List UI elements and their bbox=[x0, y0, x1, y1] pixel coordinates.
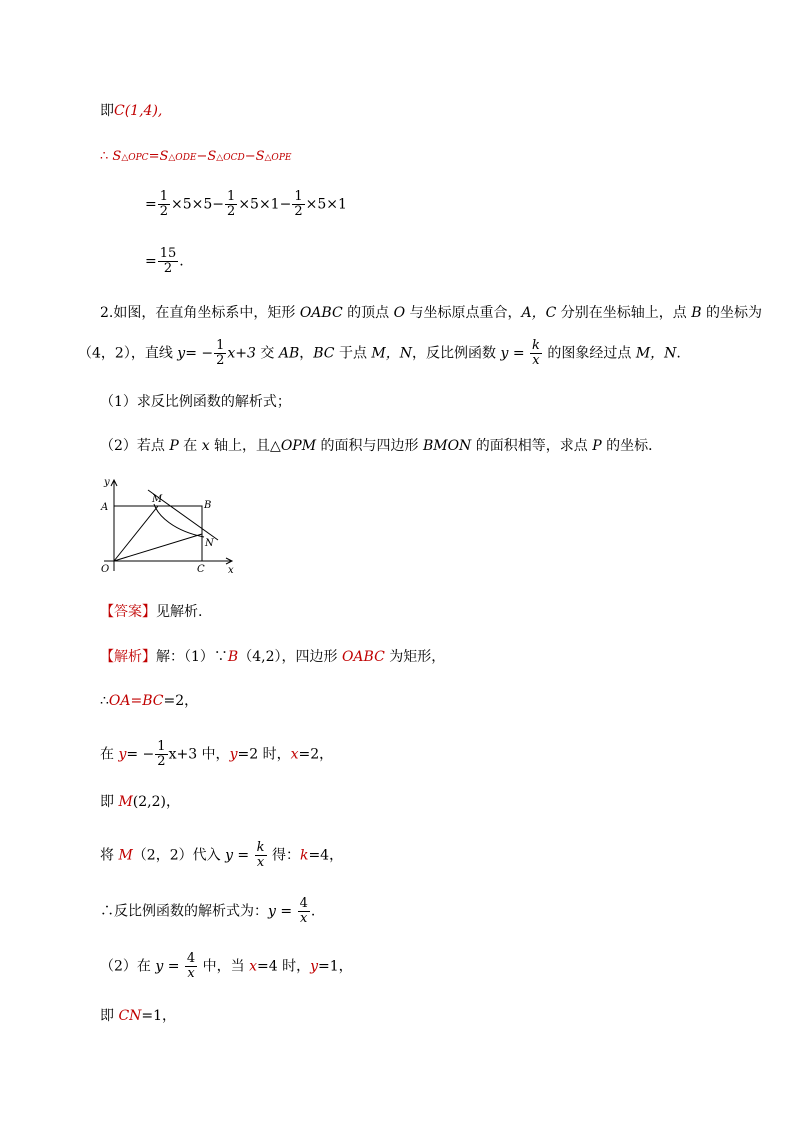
prev-line-1 bbox=[100, 101, 162, 121]
text: =2， bbox=[163, 693, 199, 709]
var: B bbox=[691, 305, 702, 321]
text: 即 bbox=[100, 794, 119, 810]
text: 为矩形， bbox=[384, 649, 446, 665]
question-2 bbox=[100, 436, 662, 456]
text: 分别在坐标轴上，点 bbox=[556, 305, 692, 321]
text: 的坐标． bbox=[601, 438, 663, 454]
var: B bbox=[227, 649, 239, 665]
eq: = − bbox=[185, 345, 214, 362]
area-symbol: S bbox=[159, 149, 169, 164]
text: （2，2）代入 bbox=[132, 847, 226, 864]
denominator: x bbox=[532, 353, 540, 368]
prev-line-3 bbox=[145, 190, 347, 219]
denominator: x bbox=[300, 911, 308, 926]
analysis-line-2 bbox=[100, 691, 198, 711]
expr: OA=BC bbox=[108, 693, 164, 709]
text: 于点 bbox=[334, 345, 372, 362]
text: （4，2），直线 bbox=[78, 345, 178, 362]
text: 的面积相等，求点 bbox=[471, 438, 593, 454]
var: BMON bbox=[422, 438, 472, 454]
term: ×5×5− bbox=[171, 196, 225, 213]
var: k bbox=[299, 847, 309, 864]
eq: = bbox=[145, 253, 157, 270]
prev-line-2 bbox=[100, 147, 291, 168]
var: y bbox=[118, 746, 127, 763]
label-a: A bbox=[101, 502, 109, 513]
text: =1， bbox=[318, 958, 353, 975]
point-c: C(1,4), bbox=[114, 103, 163, 119]
text: （2）若点 bbox=[100, 438, 170, 454]
var: M，N bbox=[635, 345, 677, 362]
problem2-line-1 bbox=[100, 303, 762, 323]
eq: = − bbox=[126, 746, 155, 763]
fraction-half bbox=[225, 190, 237, 219]
label-o: O bbox=[101, 564, 110, 575]
denominator: 2 bbox=[216, 353, 225, 368]
text: =4， bbox=[308, 847, 344, 864]
text: =1， bbox=[141, 1008, 177, 1024]
therefore: ∴ bbox=[100, 149, 109, 164]
term: ×5×1− bbox=[238, 196, 292, 213]
var: OABC bbox=[299, 305, 343, 321]
area-symbol: S bbox=[112, 149, 122, 164]
var: OPM bbox=[280, 438, 317, 454]
var: M bbox=[118, 847, 133, 864]
fraction bbox=[530, 339, 542, 368]
expr: x+3 中， bbox=[168, 746, 230, 763]
area-subscript: △OCD bbox=[216, 153, 245, 163]
text: ， bbox=[299, 345, 314, 362]
label-b: B bbox=[204, 500, 212, 511]
fraction bbox=[155, 740, 167, 769]
numerator: k bbox=[532, 338, 540, 353]
fraction-half bbox=[158, 190, 170, 219]
analysis-tag: 【解析】 bbox=[100, 649, 156, 665]
eq: = bbox=[145, 196, 157, 213]
analysis-line-5 bbox=[100, 841, 343, 870]
text: 即 bbox=[100, 103, 114, 119]
text: （4,2），四边形 bbox=[238, 649, 342, 665]
text: 的面积与四边形 bbox=[316, 438, 423, 454]
text: 即 bbox=[100, 1008, 119, 1024]
var: x bbox=[249, 958, 258, 975]
term: ×5×1 bbox=[305, 196, 347, 213]
text: 在 bbox=[100, 746, 119, 763]
minus: − bbox=[244, 149, 256, 164]
fraction bbox=[255, 841, 267, 870]
fraction bbox=[214, 339, 226, 368]
label-x: x bbox=[228, 565, 234, 576]
var: A，C bbox=[521, 305, 557, 321]
fraction bbox=[185, 952, 197, 981]
area-subscript: △OPC bbox=[121, 153, 149, 163]
eq: = bbox=[232, 847, 254, 864]
text: =4 时， bbox=[257, 958, 311, 975]
segment-om bbox=[114, 506, 158, 561]
answer-line bbox=[100, 602, 202, 622]
area-symbol: S bbox=[255, 149, 265, 164]
analysis-line-4 bbox=[100, 792, 180, 812]
text: 的图象经过点 bbox=[542, 345, 636, 362]
eq: = bbox=[163, 958, 184, 975]
label-m: M bbox=[152, 494, 163, 505]
var: y bbox=[155, 958, 164, 975]
var: y bbox=[500, 345, 509, 362]
denominator: x bbox=[256, 855, 265, 870]
analysis-line-6 bbox=[100, 897, 315, 926]
text: . bbox=[310, 903, 316, 920]
denominator: 2 bbox=[294, 204, 303, 219]
var: x bbox=[201, 438, 210, 454]
var: O bbox=[393, 305, 406, 321]
var: P bbox=[592, 438, 602, 454]
text: （2）在 bbox=[100, 958, 156, 975]
var: x bbox=[290, 746, 299, 763]
text: 解：（1）∵ bbox=[156, 649, 228, 665]
geometry-figure bbox=[92, 474, 242, 584]
text: 中，当 bbox=[198, 958, 250, 975]
text: (2,2)， bbox=[132, 794, 180, 810]
var: y bbox=[268, 903, 276, 920]
area-subscript: △OPE bbox=[264, 153, 292, 163]
text: 2.如图，在直角坐标系中，矩形 bbox=[100, 305, 300, 321]
area-symbol: S bbox=[207, 149, 217, 164]
var: P bbox=[169, 438, 179, 454]
prev-line-4 bbox=[145, 247, 184, 276]
text: 轴上，且△ bbox=[209, 438, 281, 454]
denominator: 2 bbox=[227, 204, 236, 219]
text: 交 bbox=[255, 345, 279, 362]
numerator: 1 bbox=[216, 338, 225, 353]
analysis-line-7 bbox=[100, 952, 353, 981]
area-subscript: △ODE bbox=[168, 153, 197, 163]
analysis-line-8 bbox=[100, 1006, 176, 1026]
text: 在 bbox=[178, 438, 202, 454]
text: . bbox=[676, 345, 681, 362]
problem2-line-2 bbox=[78, 339, 681, 368]
analysis-line-3 bbox=[100, 740, 333, 769]
analysis-line-1 bbox=[100, 647, 445, 667]
denominator: 2 bbox=[159, 204, 169, 219]
text: 的顶点 bbox=[342, 305, 394, 321]
denominator: 2 bbox=[163, 261, 173, 276]
hyperbola bbox=[154, 504, 204, 537]
label-n: N bbox=[205, 538, 214, 549]
text: 将 bbox=[100, 847, 119, 864]
numerator: 4 bbox=[299, 896, 308, 911]
text: 得： bbox=[267, 847, 300, 864]
var: y bbox=[229, 746, 238, 763]
var: CN bbox=[118, 1008, 142, 1024]
text: 与坐标原点重合， bbox=[405, 305, 522, 321]
var: M bbox=[118, 794, 133, 810]
var: y bbox=[225, 847, 233, 864]
var: AB bbox=[278, 345, 300, 362]
numerator: 1 bbox=[227, 189, 236, 204]
period: . bbox=[179, 253, 184, 270]
text: ∴反比例函数的解析式为： bbox=[100, 903, 268, 920]
var: M，N bbox=[371, 345, 413, 362]
label-y: y bbox=[104, 477, 110, 488]
segment-on bbox=[114, 534, 202, 561]
fraction bbox=[298, 897, 310, 926]
answer-text: 见解析. bbox=[156, 604, 203, 620]
text: =2， bbox=[298, 746, 334, 763]
text: =2 时， bbox=[237, 746, 291, 763]
text: ，反比例函数 bbox=[412, 345, 501, 362]
denominator: x bbox=[187, 966, 195, 981]
numerator: 1 bbox=[157, 739, 166, 754]
var: y bbox=[310, 958, 319, 975]
var: y bbox=[177, 345, 186, 362]
label-c: C bbox=[197, 564, 205, 575]
eq: = bbox=[275, 903, 297, 920]
numerator: 1 bbox=[294, 189, 303, 204]
denominator: 2 bbox=[157, 754, 166, 769]
numerator: 4 bbox=[186, 951, 196, 966]
therefore: ∴ bbox=[100, 693, 109, 709]
var: OABC bbox=[341, 649, 385, 665]
answer-tag: 【答案】 bbox=[100, 604, 156, 620]
numerator: k bbox=[256, 840, 265, 855]
rectangle-oabc bbox=[114, 506, 202, 561]
minus: − bbox=[196, 149, 208, 164]
fraction-half bbox=[292, 190, 304, 219]
numerator: 1 bbox=[159, 189, 169, 204]
var: BC bbox=[313, 345, 335, 362]
eq: = bbox=[508, 345, 530, 362]
numerator: 15 bbox=[159, 246, 177, 261]
text: 的坐标为 bbox=[701, 305, 762, 321]
question-1: （1）求反比例函数的解析式； bbox=[100, 394, 291, 410]
expr: x+3 bbox=[227, 345, 256, 362]
fraction-result bbox=[158, 247, 179, 276]
eq: = bbox=[148, 149, 160, 164]
